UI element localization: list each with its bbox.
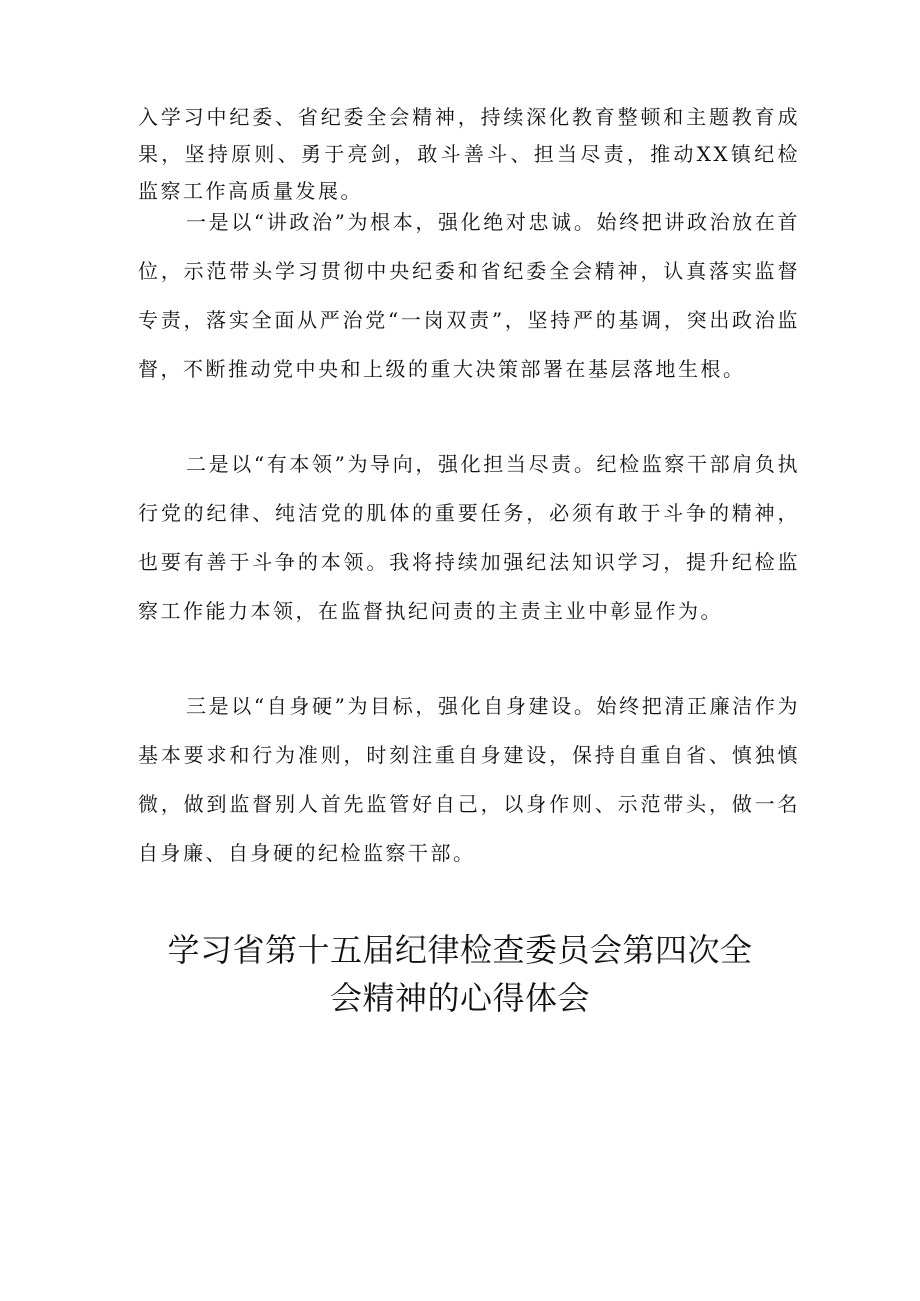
- paragraph-point-2: 二是以“有本领”为导向，强化担当尽责。纪检监察干部肩负执行党的纪律、纯洁党的肌体的重要任务，必须有敢于斗争的精神，也要有善于斗争的本领。我将持续加强纪法知识学习，提升纪检监察工作能力本领，在监督执纪问责的主责主业中彰显作为。: [138, 452, 800, 623]
- paragraph-continuation: 入学习中纪委、省纪委全会精神，持续深化教育整顿和主题教育成果，坚持原则、勇于亮剑，敢斗善斗、担当尽责，推动XX镇纪检监察工作高质量发展。: [138, 105, 800, 203]
- next-article-title-line-1: 学习省第十五届纪律检查委员会第四次全: [167, 931, 753, 969]
- next-article-title-line-2: 会精神的心得体会: [329, 979, 590, 1017]
- paragraph-point-1: 一是以“讲政治”为根本，强化绝对忠诚。始终把讲政治放在首位，示范带头学习贯彻中央纪委和省纪委全会精神，认真落实监督专责，落实全面从严治党“一岗双责”，坚持严的基调，突出政治监督，不断推动党中央和上级的重大决策部署在基层落地生根。: [138, 210, 800, 381]
- paragraph-point-3: 三是以“自身硬”为目标，强化自身建设。始终把清正廉洁作为基本要求和行为准则，时刻注重自身建设，保持自重自省、慎独慎微，做到监督别人首先监管好自己，以身作则、示范带头，做一名自身廉、自身硬的纪检监察干部。: [138, 694, 800, 865]
- next-article-title: [150, 926, 770, 1022]
